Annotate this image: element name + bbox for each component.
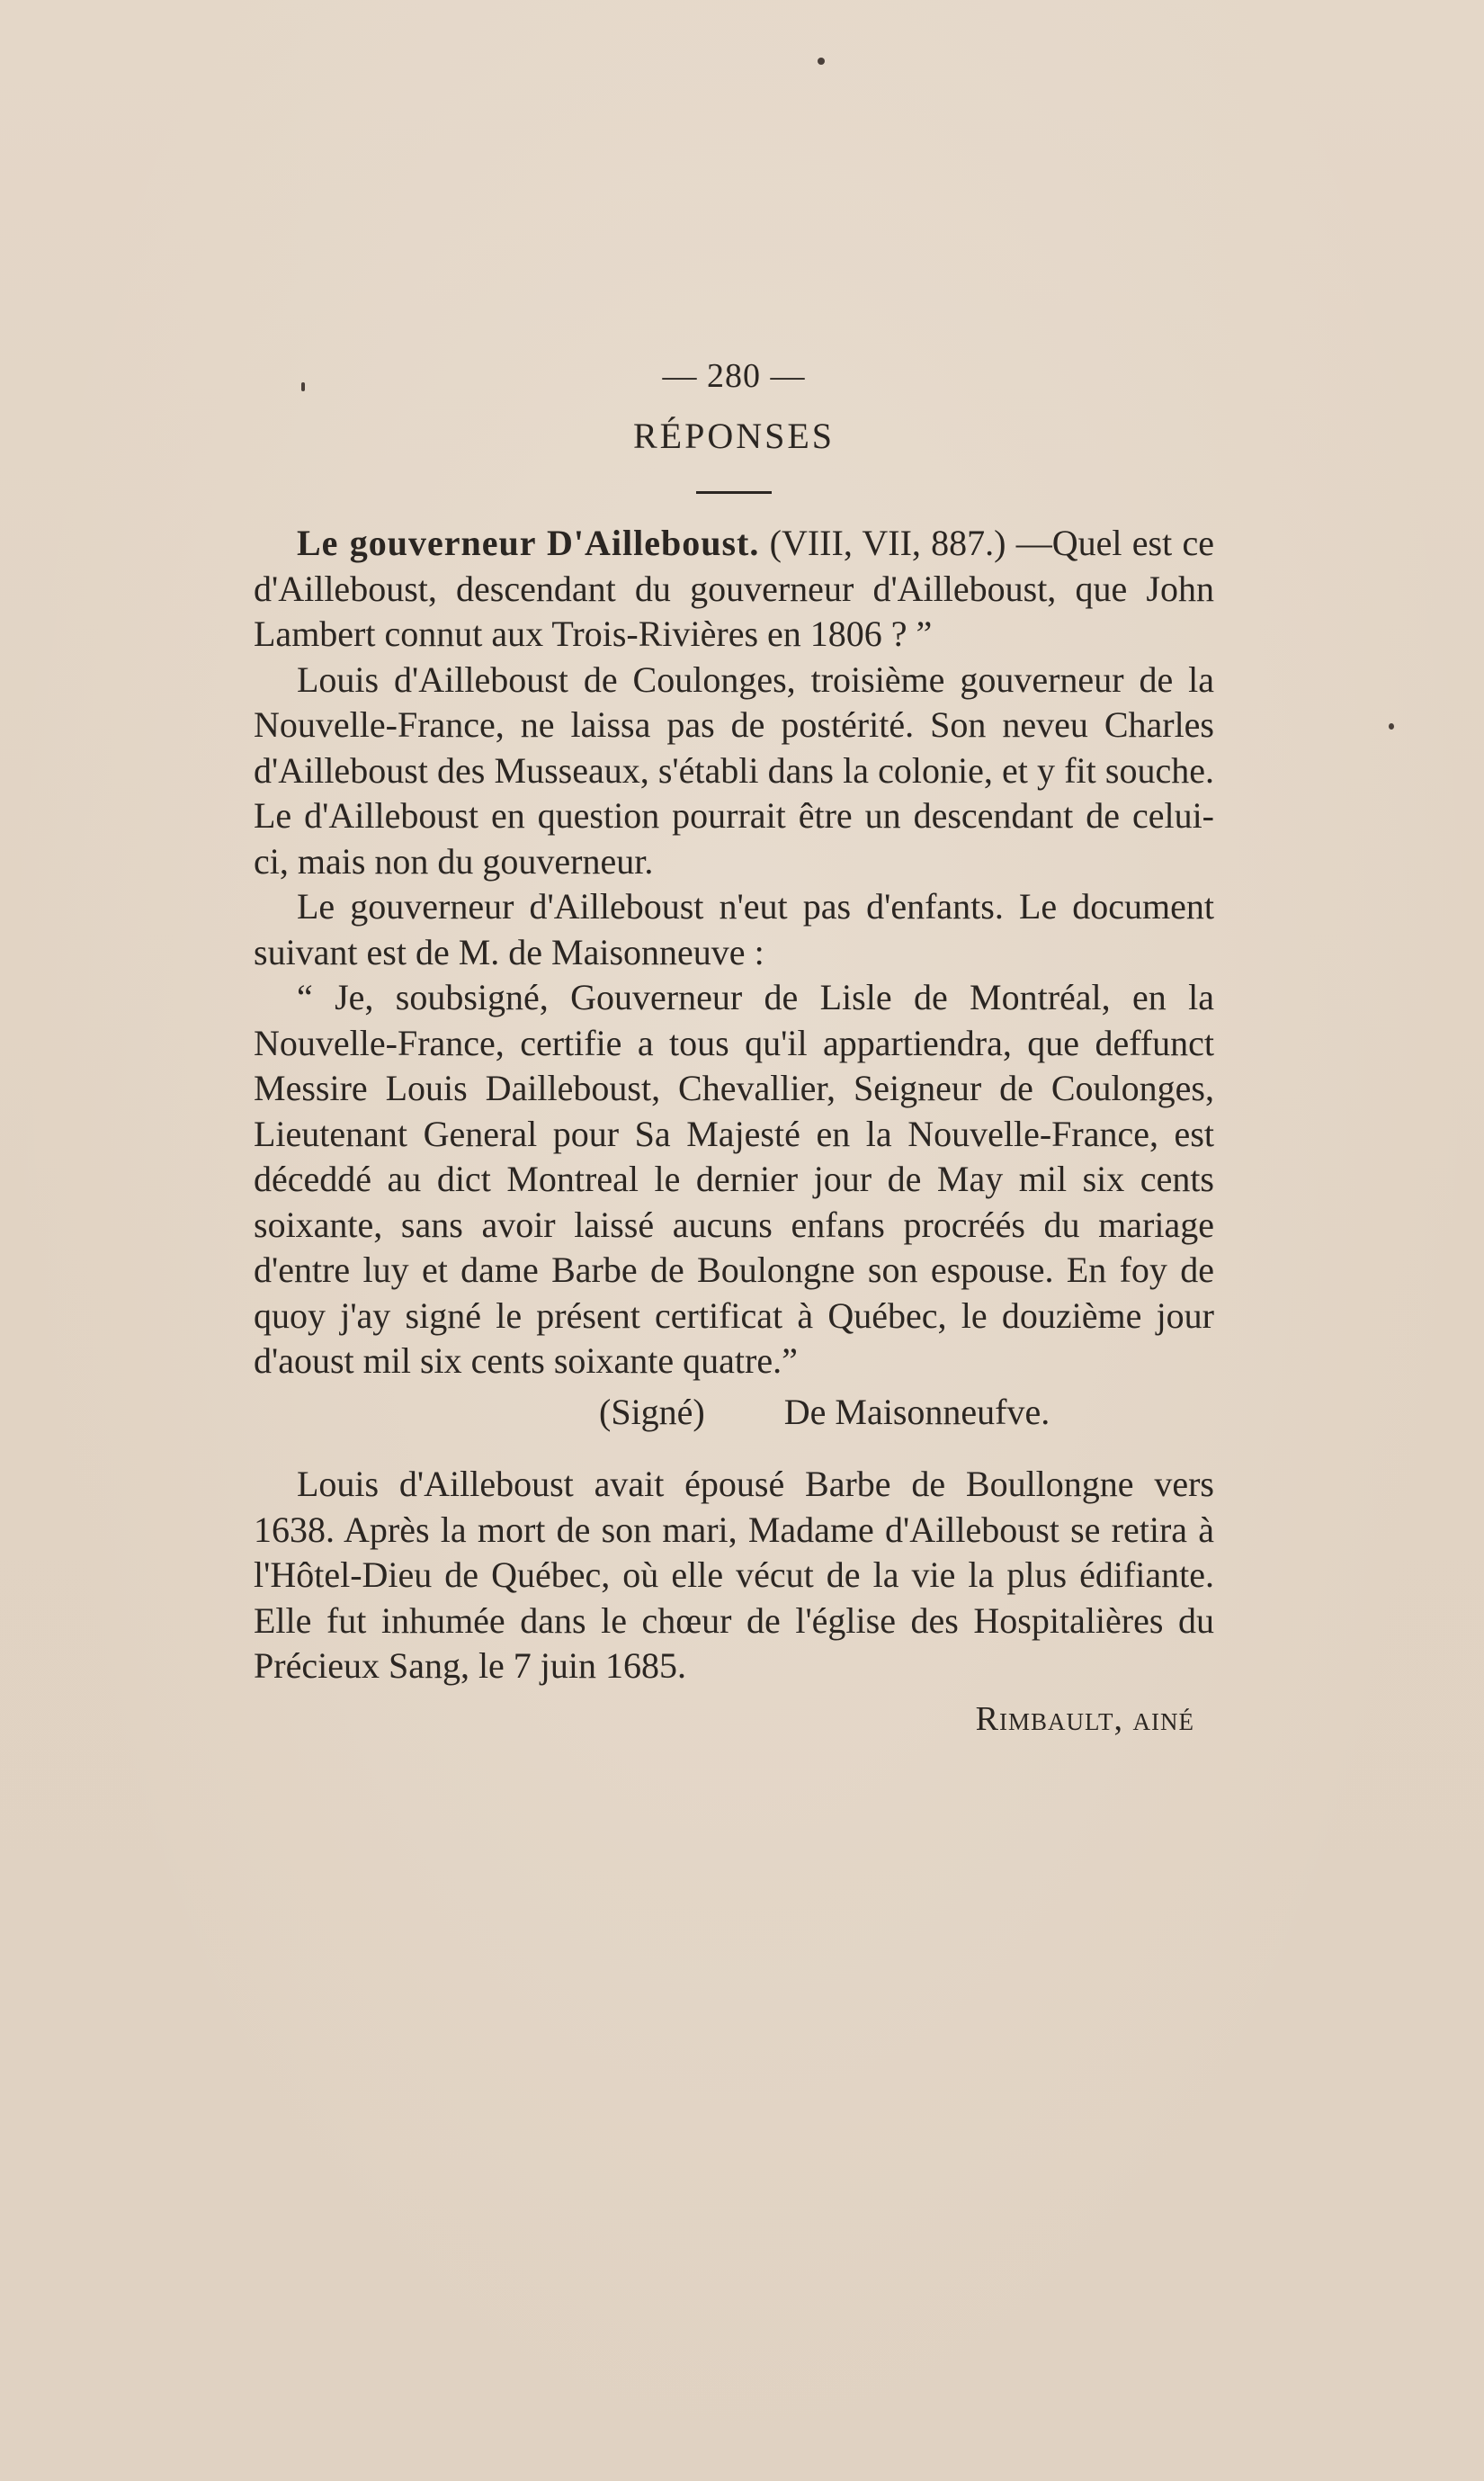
section-title: RÉPONSES — [632, 416, 836, 456]
ink-speck — [1389, 723, 1394, 730]
question-text: —Quel est ce d'Ailleboust, descendant du gouverneur d'Ailleboust, que John Lambert connut aux Trois-Rivières en 1806 ? ” — [254, 523, 1215, 654]
question-paragraph — [254, 521, 1214, 658]
answer-paragraph-2: Le gouverneur d'Ailleboust n'eut pas d'enfants. Le document suivant est de M. de Maisonneuve : — [254, 886, 1214, 972]
closing-paragraph: Louis d'Ailleboust avait épousé Barbe de Boullongne vers 1638. Après la mort de son mari, Madame d'Ailleboust se retira à l'Hôtel-Dieu de Québec, où elle vécut de la vie la plus édifiante. Elle fut inhumée dans le chœur de l'église des Hospitalières du Précieux Sang, le 7 juin 1685. — [254, 1464, 1214, 1686]
answer-paragraph-1: Louis d'Ailleboust de Coulonges, troisième gouverneur de la Nouvelle-France, ne laissa pas de postérité. Son neveu Charles d'Ailleboust des Musseaux, s'établi dans la colonie, et y fit souche. Le d'Ailleboust en question pourrait être un descendant de celui-ci, mais non du gouverneur. — [254, 658, 1214, 882]
page-text — [254, 351, 1214, 1742]
author-signature — [254, 1697, 1214, 1742]
certificate-quote: “ Je, soubsigné, Gouverneur de Lisle de Montréal, en la Nouvelle-France, certifie a tous qu'il appartiendra, que deffunct Messire Louis Dailleboust, Chevallier, Seigneur de Coulonges, Lieutenant General pour Sa Majesté en la Nouvelle-France, est déceddé au dict Montreal le dernier jour de May mil six cents soixante, sans avoir laissé aucuns enfans procréés du mariage d'entre luy et dame Barbe de Boulongne son espouse. En foy de quoy j'ay signé le présent certificat à Québec, le douzième jour d'aoust mil six cents soixante quatre.” — [254, 977, 1214, 1381]
signature-line — [254, 1390, 1214, 1436]
author-name: Rimbault, ainé — [975, 1699, 1194, 1738]
question-heading: Le gouverneur D'Ailleboust. — [297, 523, 760, 563]
page-number: — 280 — — [662, 357, 806, 395]
question-reference: (VIII, VII, 887.) — [769, 523, 1006, 563]
signature-name: De Maisonneufve. — [783, 1391, 1050, 1432]
signature-label: (Signé) — [599, 1391, 705, 1432]
ink-speck — [818, 58, 825, 65]
title-rule — [696, 491, 772, 494]
